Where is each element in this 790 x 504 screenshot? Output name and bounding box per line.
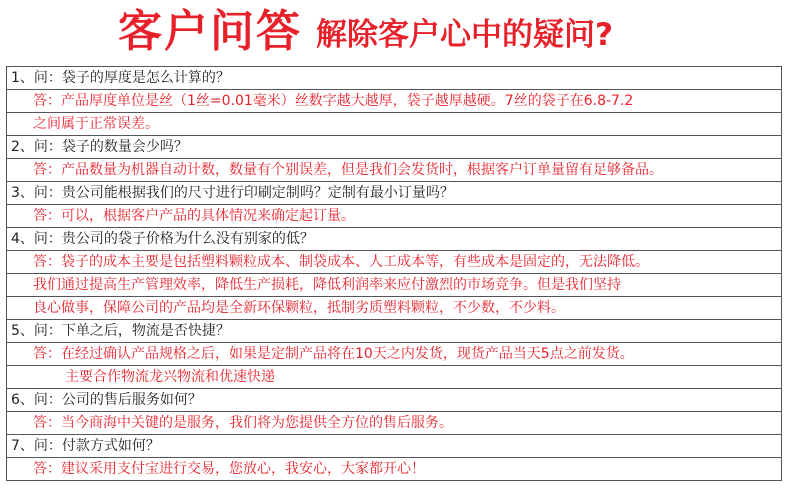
answer-text: 主要合作物流龙兴物流和优速快递: [7, 366, 782, 389]
question-row: [7, 435, 782, 458]
answer-row: [7, 274, 782, 297]
qa-table-body: [7, 67, 782, 481]
answer-text: 答：产品数量为机器自动计数，数量有个别误差，但是我们会发货时，根据客户订单量留有足够备品。: [7, 159, 782, 182]
question-text: 4、问：贵公司的袋子价格为什么没有别家的低？: [7, 228, 782, 251]
question-text: 5、问：下单之后，物流是否快捷？: [7, 320, 782, 343]
answer-row: [7, 113, 782, 136]
answer-text: 答：建议采用支付宝进行交易，您放心，我安心，大家都开心！: [7, 458, 782, 481]
answer-text: 之间属于正常误差。: [7, 113, 782, 136]
answer-row: [7, 251, 782, 274]
question-text: 7、问：付款方式如何？: [7, 435, 782, 458]
answer-text: 答：可以，根据客户产品的具体情况来确定起订量。: [7, 205, 782, 228]
qa-table: [6, 66, 782, 481]
answer-text: 我们通过提高生产管理效率，降低生产损耗，降低利润率来应付激烈的市场竞争。但是我们坚持: [7, 274, 782, 297]
answer-row: [7, 297, 782, 320]
answer-row: [7, 412, 782, 435]
question-row: [7, 320, 782, 343]
question-text: 6、问：公司的售后服务如何？: [7, 389, 782, 412]
header: [0, 0, 790, 66]
answer-row: [7, 159, 782, 182]
question-row: [7, 182, 782, 205]
question-row: [7, 389, 782, 412]
page-subtitle: 解除客户心中的疑问?: [316, 17, 613, 53]
answer-text: 答：当今商海中关键的是服务，我们将为您提供全方位的售后服务。: [7, 412, 782, 435]
answer-text: 答：袋子的成本主要是包括塑料颗粒成本、制袋成本、人工成本等，有些成本是固定的，无法降低。: [7, 251, 782, 274]
question-text: 3、问：贵公司能根据我们的尺寸进行印刷定制吗？定制有最小订量吗？: [7, 182, 782, 205]
question-row: [7, 67, 782, 90]
question-row: [7, 228, 782, 251]
answer-row: [7, 458, 782, 481]
answer-text: 良心做事，保障公司的产品均是全新环保颗粒，抵制劣质塑料颗粒，不少数，不少料。: [7, 297, 782, 320]
answer-row: [7, 366, 782, 389]
question-text: 2、问：袋子的数量会少吗？: [7, 136, 782, 159]
answer-row: [7, 90, 782, 113]
answer-text: 答：产品厚度单位是丝（1丝=0.01毫米）丝数字越大越厚，袋子越厚越硬。7丝的袋子在6.8-7.2: [7, 90, 782, 113]
question-row: [7, 136, 782, 159]
answer-row: [7, 343, 782, 366]
question-text: 1、问：袋子的厚度是怎么计算的？: [7, 67, 782, 90]
page-title: 客户问答: [118, 6, 302, 57]
answer-text: 答：在经过确认产品规格之后，如果是定制产品将在10天之内发货，现货产品当天5点之前发货。: [7, 343, 782, 366]
answer-row: [7, 205, 782, 228]
